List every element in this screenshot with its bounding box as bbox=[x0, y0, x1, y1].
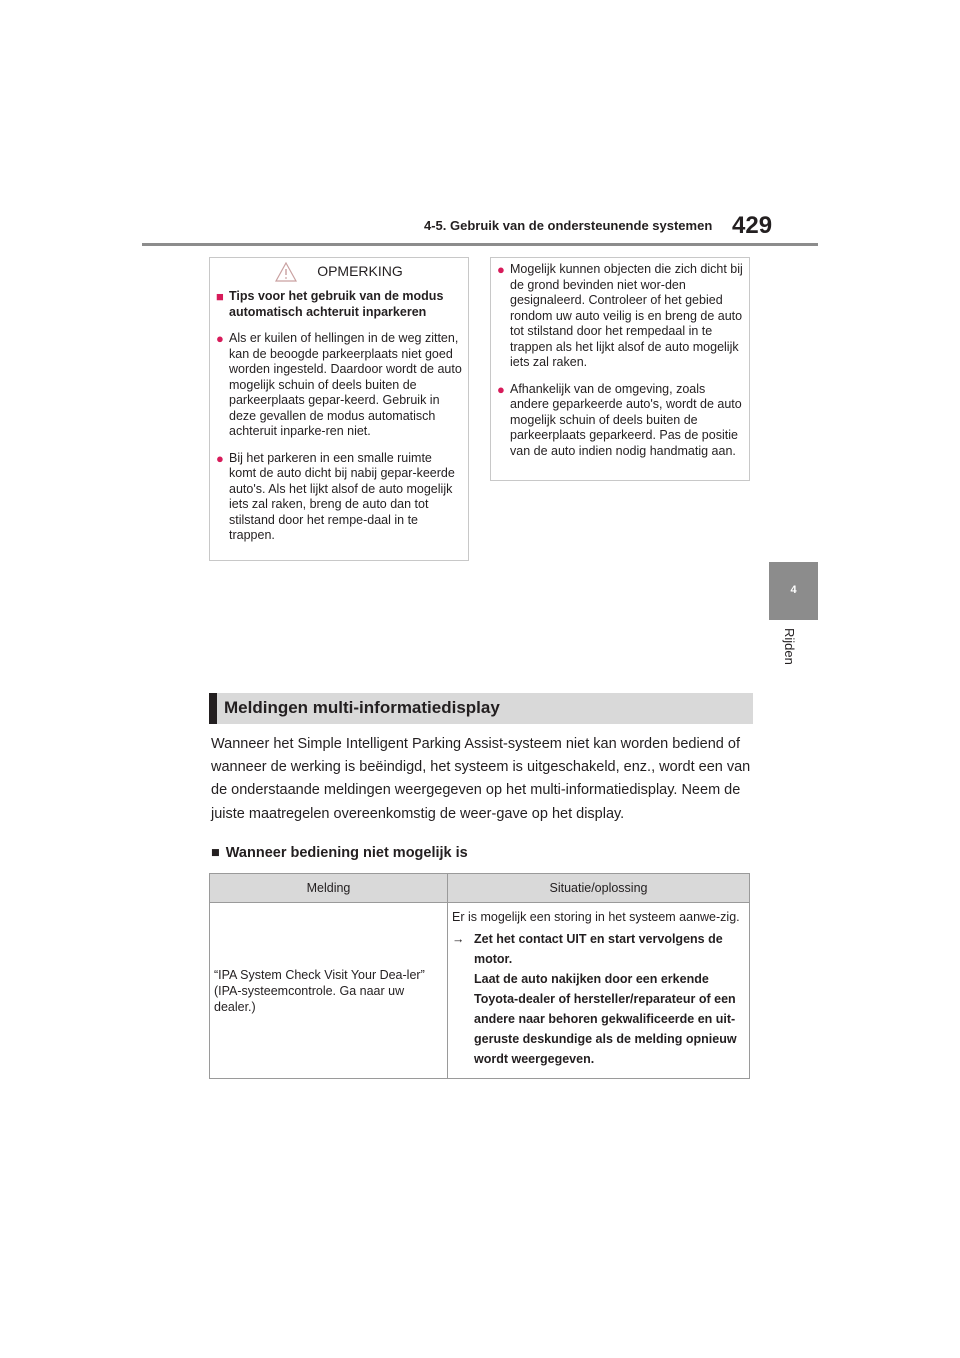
chapter-header: 4-5. Gebruik van de ondersteunende systemen bbox=[424, 218, 713, 233]
subheading bbox=[211, 845, 468, 861]
note-box-right bbox=[490, 257, 750, 481]
square-bullet-icon: ■ bbox=[216, 289, 224, 304]
section-accent bbox=[209, 693, 217, 724]
table-row bbox=[210, 903, 750, 1079]
situation-cell bbox=[448, 903, 750, 1079]
solution-step: Laat de auto nakijken door een erkende Toyota-dealer of hersteller/reparateur of een andere naar behoren gekwalificeerde en uit-geruste deskundige als de melding opnieuw wordt weergegeven. bbox=[474, 972, 737, 1066]
warning-triangle-icon bbox=[275, 262, 297, 282]
subheading-text: Wanneer bediening niet mogelijk is bbox=[225, 845, 468, 861]
note-heading-text: OPMERKING bbox=[317, 262, 403, 279]
messages-table bbox=[209, 873, 750, 1079]
note-item bbox=[497, 262, 743, 371]
chapter-tab-label: Rijden bbox=[782, 628, 797, 665]
note-item-text: Bij het parkeren in een smalle ruimte komt de auto dicht bij nabij gepar-keerde auto's. Als het lijkt alsof de auto mogelijk iets zal raken, breng de auto dan tot stilstand door het rempe-daal in te trappen. bbox=[229, 450, 455, 542]
message-cell: “IPA System Check Visit Your Dea-ler” (IPA-systeemcontrole. Ga naar uw dealer.) bbox=[210, 903, 448, 1079]
circle-bullet-icon: ● bbox=[216, 450, 224, 466]
arrow-right-icon: → bbox=[452, 932, 465, 946]
note-item bbox=[497, 382, 743, 460]
column-header: Situatie/oplossing bbox=[448, 874, 750, 903]
note-item-text: Mogelijk kunnen objecten die zich dicht bij de grond bevinden niet wor-den gesignaleerd. Controleer of het gebied rondom uw auto veilig is en breng de auto tot stilstand door het rempedaal in te trappen als het lijkt alsof de auto mogelijk iets zal raken. bbox=[510, 262, 743, 369]
section-title: Meldingen multi-informatiedisplay bbox=[224, 698, 500, 717]
solution-steps bbox=[452, 929, 745, 1069]
solution-step: Zet het contact UIT en start vervolgens de motor. bbox=[474, 932, 723, 966]
table-header-row bbox=[210, 874, 750, 903]
note-item-title: Tips voor het gebruik van de modus automatisch achteruit inparkeren bbox=[229, 289, 444, 319]
circle-bullet-icon: ● bbox=[497, 381, 505, 397]
section-heading bbox=[209, 693, 753, 724]
note-item bbox=[216, 289, 462, 320]
note-item bbox=[216, 451, 462, 544]
chapter-tab-number: 4 bbox=[790, 584, 797, 596]
circle-bullet-icon: ● bbox=[497, 262, 505, 277]
page-number: 429 bbox=[732, 212, 773, 239]
intro-paragraph: Wanneer het Simple Intelligent Parking Assist-systeem niet kan worden bediend of wanneer de werking is beëindigd, het systeem is uitgeschakeld, enz., wordt een van de onderstaande meldingen weergegeven op het multi-informatiedisplay. Neem de juiste maatregelen overeenkomstig de weer-gave op het display. bbox=[211, 736, 751, 822]
note-item-text: Afhankelijk van de omgeving, zoals andere geparkeerde auto's, wordt de auto mogelijk schuin of deels buiten de parkeerplaats geparkeerd. Pas de positie van de auto indien nodig handmatig aan. bbox=[510, 381, 742, 458]
header-rule bbox=[142, 243, 818, 246]
note-heading bbox=[210, 258, 468, 285]
column-header: Melding bbox=[210, 874, 448, 903]
situation-text: Er is mogelijk een storing in het systeem aanwe-zig. bbox=[452, 910, 740, 924]
note-item-text: Als er kuilen of hellingen in de weg zitten, kan de beoogde parkeerplaats niet goed worden ingesteld. Daardoor wordt de auto mogelijk schuin of deels buiten de parkeerplaats gepar-keerd. Gebruik in deze gevallen de modus automatisch achteruit inparke-ren niet. bbox=[229, 331, 462, 438]
circle-bullet-icon: ● bbox=[216, 331, 224, 346]
note-item bbox=[216, 331, 462, 440]
square-marker-icon: ■ bbox=[211, 845, 220, 861]
chapter-tab bbox=[769, 562, 818, 620]
note-box-left bbox=[209, 257, 469, 561]
